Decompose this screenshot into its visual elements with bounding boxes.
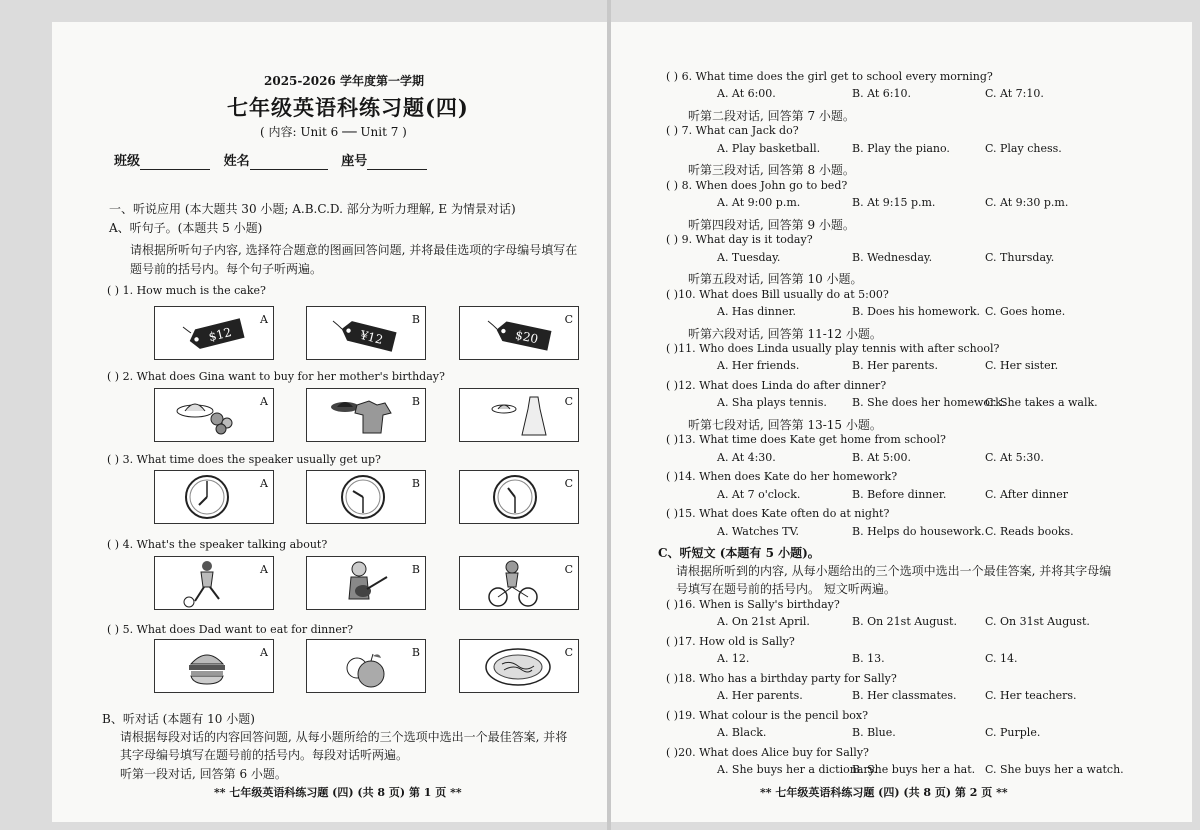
answer-option[interactable]: B. Does his homework. xyxy=(852,305,981,318)
dialogue-heading: 听第三段对话, 回答第 8 小题。 xyxy=(688,163,855,178)
question-text: ( )19. What colour is the pencil box? xyxy=(666,708,868,722)
q3-option-b[interactable] xyxy=(306,470,426,524)
clock-icon xyxy=(460,471,578,523)
clock-icon xyxy=(155,471,273,523)
part-a-heading: A、听句子。(本题共 5 小题) xyxy=(109,221,263,235)
question-text: ( )11. Who does Linda usually play tennis with after school? xyxy=(666,342,1000,355)
name-blank[interactable] xyxy=(250,154,328,170)
option-letter-b: B xyxy=(411,563,420,576)
answer-option[interactable]: C. After dinner xyxy=(985,487,1069,501)
question-text: ( ) 8. When does John go to bed? xyxy=(666,178,848,192)
question-text: ( )13. What time does Kate get home from school? xyxy=(666,433,946,447)
answer-option[interactable]: C. Her sister. xyxy=(985,359,1059,373)
answer-option[interactable]: A. At 4:30. xyxy=(717,450,776,464)
option-letter-c: C xyxy=(564,395,573,408)
option-letter-b: B xyxy=(411,313,420,326)
part-c-heading: C、听短文 (本题有 5 小题)。 xyxy=(658,546,820,561)
answer-option[interactable]: A. Sha plays tennis. xyxy=(717,396,827,410)
dialogue-heading: 听第七段对话, 回答第 13-15 小题。 xyxy=(688,418,882,432)
question-3: ( ) 3. What time does the speaker usually get up? xyxy=(107,453,381,466)
page-fold xyxy=(607,0,611,830)
price-tag-icon xyxy=(307,307,425,359)
dialogue-heading: 听第四段对话, 回答第 9 小题。 xyxy=(688,217,855,232)
answer-option[interactable]: B. Wednesday. xyxy=(852,250,933,264)
question-text: ( )12. What does Linda do after dinner? xyxy=(666,379,887,392)
answer-option[interactable]: A. Play basketball. xyxy=(717,141,821,155)
q1-option-b[interactable] xyxy=(306,306,426,360)
question-text: ( )17. How old is Sally? xyxy=(666,634,795,648)
exam-page-1 xyxy=(52,22,622,822)
q4-option-a[interactable] xyxy=(154,556,274,610)
question-text: ( )16. When is Sally's birthday? xyxy=(666,597,840,611)
dialogue-1-heading: 听第一段对话, 回答第 6 小题。 xyxy=(120,767,287,781)
q3-option-a[interactable] xyxy=(154,470,274,524)
answer-option[interactable]: C. 14. xyxy=(985,652,1018,666)
noodles-plate-icon xyxy=(460,640,578,692)
q3-option-c[interactable] xyxy=(459,470,579,524)
page-footer-2: ** 七年级英语科练习题 (四) (共 8 页) 第 2 页 ** xyxy=(760,786,1008,799)
answer-option[interactable]: C. Her teachers. xyxy=(985,689,1077,703)
answer-option[interactable]: B. At 6:10. xyxy=(852,87,911,101)
answer-option[interactable]: C. Thursday. xyxy=(985,250,1055,264)
question-text: ( )20. What does Alice buy for Sally? xyxy=(666,745,869,759)
question-4: ( ) 4. What's the speaker talking about? xyxy=(107,538,328,551)
hamburger-icon xyxy=(155,640,273,692)
option-letter-a: A xyxy=(260,563,268,576)
answer-option[interactable]: A. At 6:00. xyxy=(717,87,776,101)
answer-option[interactable]: B. Before dinner. xyxy=(852,487,947,501)
exam-page-2 xyxy=(622,22,1192,822)
answer-option[interactable]: C. Play chess. xyxy=(985,141,1062,155)
answer-option[interactable]: A. Black. xyxy=(717,726,767,740)
q5-option-a[interactable] xyxy=(154,639,274,693)
q2-option-c[interactable] xyxy=(459,388,579,442)
answer-option[interactable]: A. Her friends. xyxy=(717,359,800,373)
part-a-instructions-1: 请根据所听句子内容, 选择符合题意的图画回答问题, 并将最佳选项的字母编号填写在 xyxy=(130,243,578,257)
option-letter-c: C xyxy=(564,477,573,490)
page-footer-1: ** 七年级英语科练习题 (四) (共 8 页) 第 1 页 ** xyxy=(214,786,462,799)
class-label: 班级 xyxy=(114,154,141,169)
answer-option[interactable]: B. 13. xyxy=(852,652,885,666)
question-1: ( ) 1. How much is the cake? xyxy=(107,284,266,297)
q5-option-b[interactable] xyxy=(306,639,426,693)
answer-option[interactable]: C. Goes home. xyxy=(985,305,1066,318)
boy-riding-bike-icon xyxy=(460,557,578,609)
option-letter-c: C xyxy=(564,313,573,326)
answer-option[interactable]: B. Helps do housework. xyxy=(852,524,985,538)
option-letter-c: C xyxy=(564,563,573,576)
question-text: ( )15. What does Kate often do at night? xyxy=(666,507,890,521)
tag-price-c: $20 xyxy=(514,327,540,347)
school-year: 2025-2026 学年度第一学期 xyxy=(264,74,424,88)
q1-option-a[interactable] xyxy=(154,306,274,360)
answer-option[interactable]: B. At 9:15 p.m. xyxy=(852,196,936,210)
answer-option[interactable]: A. Watches TV. xyxy=(717,524,800,538)
q2-option-b[interactable] xyxy=(306,388,426,442)
hat-and-shirt-icon xyxy=(307,389,425,441)
answer-option[interactable]: A. On 21st April. xyxy=(717,615,810,629)
dialogue-heading: 听第五段对话, 回答第 10 小题。 xyxy=(688,272,863,287)
question-text: ( ) 9. What day is it today? xyxy=(666,233,813,247)
question-2: ( ) 2. What does Gina want to buy for her mother's birthday? xyxy=(107,370,445,383)
answer-option[interactable]: A. At 7 o'clock. xyxy=(717,487,801,501)
q2-option-a[interactable] xyxy=(154,388,274,442)
answer-option[interactable]: C. Purple. xyxy=(985,726,1041,740)
dialogue-heading: 听第二段对话, 回答第 7 小题。 xyxy=(688,109,855,123)
answer-option[interactable]: A. Her parents. xyxy=(717,689,803,703)
part-a-instructions-2: 题号前的括号内。每个句子听两遍。 xyxy=(130,262,323,276)
answer-option[interactable]: C. On 31st August. xyxy=(985,615,1090,629)
part-c-instructions: 请根据所听到的内容, 从每小题给出的三个选项中选出一个最佳答案, 并将其字母编 xyxy=(676,563,1112,578)
answer-option[interactable]: B. Blue. xyxy=(852,726,896,740)
option-letter-c: C xyxy=(564,646,573,659)
section-1-heading: 一、听说应用 (本大题共 30 小题; A.B.C.D. 部分为听力理解, E 为情景对话) xyxy=(109,202,516,216)
answer-option[interactable]: B. At 5:00. xyxy=(852,450,911,464)
option-letter-a: A xyxy=(260,477,268,490)
answer-option[interactable]: B. Play the piano. xyxy=(852,141,950,155)
boy-playing-soccer-icon xyxy=(155,557,273,609)
name-label: 姓名 xyxy=(223,154,250,169)
dialogue-heading: 听第六段对话, 回答第 11-12 小题。 xyxy=(688,326,882,341)
apples-icon xyxy=(307,640,425,692)
q4-option-b[interactable] xyxy=(306,556,426,610)
question-5: ( ) 5. What does Dad want to eat for dinner? xyxy=(107,623,354,636)
answer-option[interactable]: A. 12. xyxy=(717,652,750,666)
class-field xyxy=(114,150,427,170)
q5-option-c[interactable] xyxy=(459,639,579,693)
seat-label: 座号 xyxy=(341,154,368,169)
tag-price-b: ¥12 xyxy=(358,327,385,347)
part-b-heading: B、听对话 (本题有 10 小题) xyxy=(102,712,255,726)
hat-and-flowers-icon xyxy=(155,389,273,441)
answer-option[interactable]: C. She takes a walk. xyxy=(985,396,1098,410)
option-letter-b: B xyxy=(411,646,420,659)
part-c-instructions: 号填写在题号前的括号内。 短文听两遍。 xyxy=(676,581,896,596)
answer-option[interactable]: B. Her parents. xyxy=(852,359,938,373)
answer-option[interactable]: A. She buys her a dictionary. xyxy=(717,763,877,777)
class-blank[interactable] xyxy=(140,154,210,170)
question-text: ( ) 6. What time does the girl get to school every morning? xyxy=(666,70,993,83)
answer-option[interactable]: B. She does her homework. xyxy=(852,396,1006,410)
option-letter-a: A xyxy=(260,313,268,326)
question-text: ( )10. What does Bill usually do at 5:00? xyxy=(666,287,889,301)
boy-playing-guitar-icon xyxy=(307,557,425,609)
answer-option[interactable]: B. She buys her a hat. xyxy=(852,763,976,777)
option-letter-a: A xyxy=(260,646,268,659)
exam-title: 七年级英语科练习题(四) xyxy=(227,95,469,120)
answer-option[interactable]: A. At 9:00 p.m. xyxy=(717,196,801,210)
answer-option[interactable]: B. Her classmates. xyxy=(852,689,957,703)
tag-price-a: $12 xyxy=(207,324,233,345)
content-range: ( 内容: Unit 6 ── Unit 7 ) xyxy=(260,125,407,139)
answer-option[interactable]: C. At 9:30 p.m. xyxy=(985,196,1069,210)
answer-option[interactable]: C. She buys her a watch. xyxy=(985,763,1124,777)
price-tag-icon xyxy=(460,307,578,359)
part-b-instructions-1: 请根据每段对话的内容回答问题, 从每小题所给的三个选项中选出一个最佳答案, 并将 xyxy=(120,730,568,744)
answer-option[interactable]: C. Reads books. xyxy=(985,524,1074,538)
seat-blank[interactable] xyxy=(367,154,427,170)
q4-option-c[interactable] xyxy=(459,556,579,610)
part-b-instructions-2: 其字母编号填写在题号前的括号内。每段对话听两遍。 xyxy=(120,748,409,762)
clock-icon xyxy=(307,471,425,523)
answer-option[interactable]: A. Has dinner. xyxy=(717,305,797,318)
answer-option[interactable]: C. At 7:10. xyxy=(985,87,1044,101)
answer-option[interactable]: B. On 21st August. xyxy=(852,615,957,629)
option-letter-b: B xyxy=(411,395,420,408)
option-letter-a: A xyxy=(260,395,268,408)
answer-option[interactable]: C. At 5:30. xyxy=(985,450,1044,464)
price-tag-icon xyxy=(155,307,273,359)
answer-option[interactable]: A. Tuesday. xyxy=(717,250,781,264)
question-text: ( ) 7. What can Jack do? xyxy=(666,124,799,138)
q1-option-c[interactable] xyxy=(459,306,579,360)
question-text: ( )18. Who has a birthday party for Sally? xyxy=(666,671,897,685)
question-text: ( )14. When does Kate do her homework? xyxy=(666,470,898,484)
hat-and-dress-icon xyxy=(460,389,578,441)
option-letter-b: B xyxy=(411,477,420,490)
